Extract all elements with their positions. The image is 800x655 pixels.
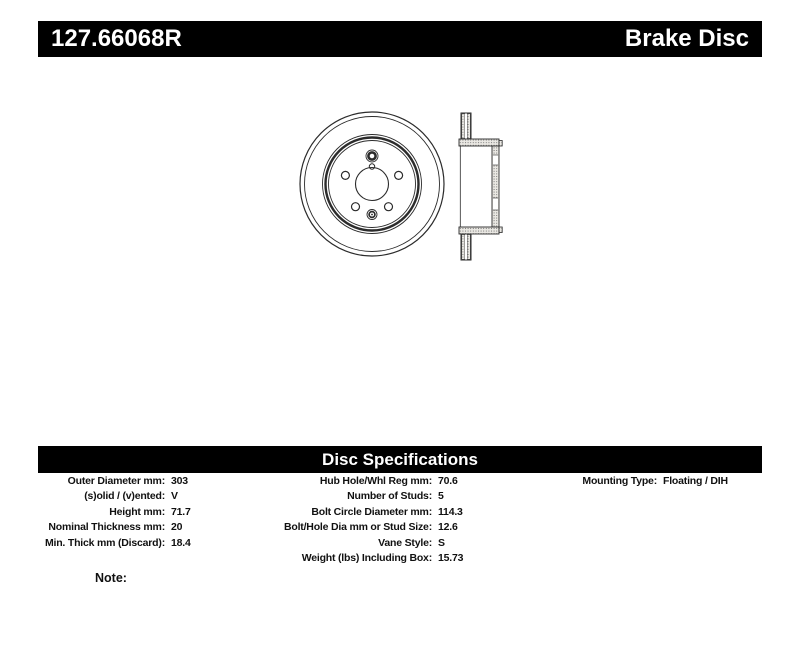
spec-value: 70.6 bbox=[438, 475, 458, 487]
disc-outer-edge-circle bbox=[300, 112, 444, 256]
spec-value: 114.3 bbox=[438, 505, 463, 518]
spec-value: 303 bbox=[171, 475, 188, 487]
spec-label: Vane Style: bbox=[378, 536, 432, 549]
spec-label: Height mm: bbox=[109, 505, 165, 518]
brake-disc-side-view bbox=[459, 113, 502, 260]
center-bore bbox=[356, 168, 389, 201]
hat-outer-circle bbox=[323, 135, 422, 234]
spec-row bbox=[540, 474, 728, 489]
spec-row bbox=[250, 551, 463, 566]
spec-row bbox=[30, 505, 191, 520]
hat-flange-top bbox=[459, 139, 499, 146]
spec-label: Weight (lbs) Including Box: bbox=[301, 552, 432, 565]
spec-row bbox=[250, 505, 463, 520]
spec-value: S bbox=[438, 536, 445, 549]
alignment-hole-top bbox=[369, 164, 374, 169]
spec-label: Mounting Type: bbox=[582, 475, 657, 487]
spec-label: (s)olid / (v)ented: bbox=[84, 490, 165, 503]
stud-hole-upper-right bbox=[395, 171, 403, 179]
spec-label: Bolt/Hole Dia mm or Stud Size: bbox=[283, 521, 432, 534]
spec-value: V bbox=[171, 490, 178, 503]
hat-lip-bottom bbox=[499, 227, 502, 233]
note-label: Note: bbox=[95, 571, 127, 585]
spec-label: Min. Thick mm (Discard): bbox=[44, 536, 165, 549]
spec-value: 71.7 bbox=[171, 505, 191, 518]
spec-row bbox=[30, 536, 191, 551]
spec-value: Floating / DIH bbox=[663, 475, 728, 487]
spec-row bbox=[250, 520, 463, 535]
spec-column-mounting bbox=[540, 474, 728, 489]
section-title: Disc Specifications bbox=[322, 449, 478, 469]
product-type: Brake Disc bbox=[624, 25, 749, 52]
spec-label: Outer Diameter mm: bbox=[67, 475, 165, 487]
hat-flange-bottom bbox=[459, 227, 499, 234]
part-number: 127.66068R bbox=[51, 25, 182, 52]
spec-value: 20 bbox=[171, 521, 183, 534]
spec-row bbox=[30, 520, 191, 535]
spec-row bbox=[250, 489, 463, 504]
stud-hole-lower-left bbox=[352, 203, 360, 211]
spec-value: 12.6 bbox=[438, 521, 458, 534]
spec-row bbox=[250, 536, 463, 551]
hat-lip-top bbox=[499, 141, 502, 147]
stud-hole-upper-left bbox=[341, 171, 349, 179]
brake-disc-front-view bbox=[300, 112, 444, 256]
header-bar bbox=[38, 21, 762, 57]
spec-label: Hub Hole/Whl Reg mm: bbox=[319, 475, 432, 487]
spec-row bbox=[250, 474, 463, 489]
stud-hole-top bbox=[368, 152, 375, 159]
section-bar bbox=[38, 446, 762, 473]
technical-drawing bbox=[280, 95, 525, 270]
spec-label: Number of Studs: bbox=[347, 490, 432, 503]
spec-row bbox=[30, 474, 191, 489]
spec-value: 15.73 bbox=[438, 552, 464, 565]
spec-label: Nominal Thickness mm: bbox=[48, 521, 165, 534]
spec-column-dimensions bbox=[30, 474, 191, 551]
spec-value: 5 bbox=[438, 490, 444, 503]
spec-row bbox=[30, 489, 191, 504]
spec-label: Bolt Circle Diameter mm: bbox=[311, 505, 432, 518]
stud-hole-lower-right bbox=[385, 203, 393, 211]
spec-value: 18.4 bbox=[171, 536, 191, 549]
screw-hole-bottom-center bbox=[371, 214, 373, 216]
spec-column-hub-studs bbox=[250, 474, 463, 566]
